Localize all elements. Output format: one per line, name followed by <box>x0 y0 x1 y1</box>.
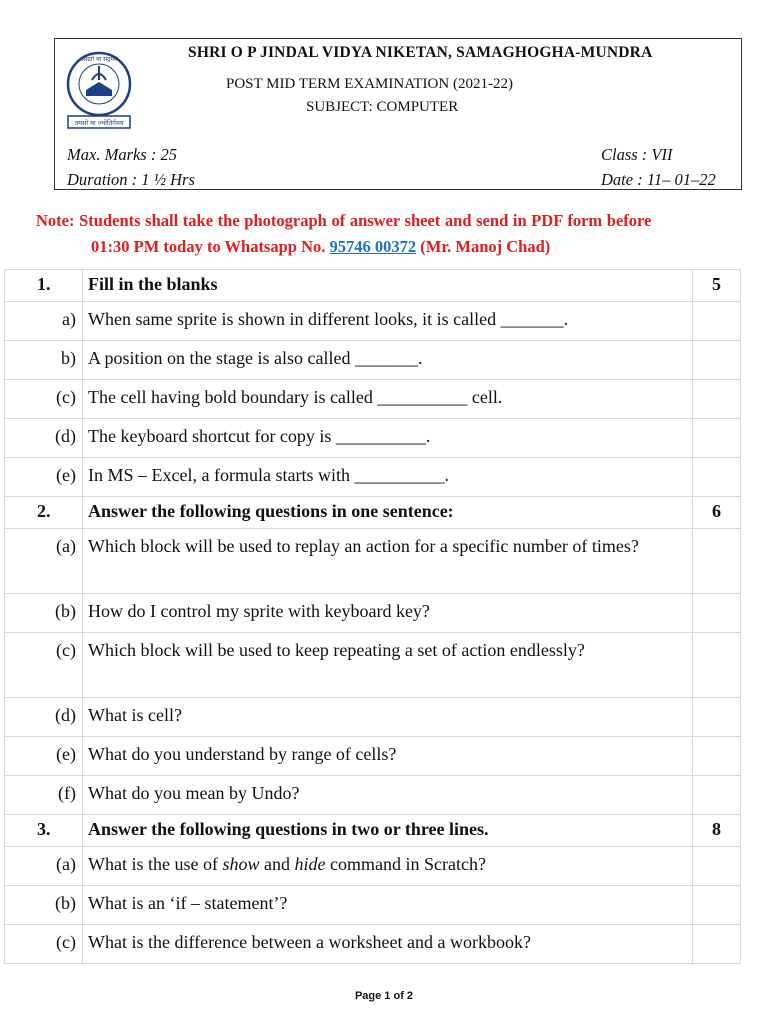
question-text-content: How do I control my sprite with keyboard key? <box>88 601 430 621</box>
question-row <box>5 419 741 458</box>
marks-cell <box>693 529 741 594</box>
question-label-text: (c) <box>56 640 76 660</box>
question-label-text: (a) <box>56 854 76 874</box>
question-text-content: What do you understand by range of cells? <box>88 744 397 764</box>
question-text <box>83 925 693 964</box>
question-text-content: What is the difference between a worksheet and a workbook? <box>88 932 531 952</box>
question-row <box>5 847 741 886</box>
question-label-text: (e) <box>56 744 76 764</box>
question-row <box>5 698 741 737</box>
question-label-text: (c) <box>56 932 76 952</box>
question-row <box>5 380 741 419</box>
question-row <box>5 302 741 341</box>
question-text <box>83 380 693 419</box>
section-row <box>5 270 741 302</box>
marks-cell <box>693 886 741 925</box>
question-label <box>5 341 83 380</box>
question-row <box>5 886 741 925</box>
section-title: Fill in the blanks <box>83 270 693 302</box>
question-label <box>5 380 83 419</box>
question-text <box>83 698 693 737</box>
question-label <box>5 886 83 925</box>
question-label-text: (f) <box>58 783 76 803</box>
marks-cell <box>693 776 741 815</box>
question-text <box>83 776 693 815</box>
question-text <box>83 419 693 458</box>
question-text-content: In MS – Excel, a formula starts with __________. <box>88 465 449 485</box>
subject-title: SUBJECT: COMPUTER <box>306 99 459 115</box>
marks-cell <box>693 594 741 633</box>
question-label-text: (b) <box>55 601 76 621</box>
question-text <box>83 529 693 594</box>
marks-cell <box>693 633 741 698</box>
question-label <box>5 847 83 886</box>
question-text <box>83 302 693 341</box>
question-text-part: and <box>259 854 295 874</box>
question-row <box>5 737 741 776</box>
question-text-part: show <box>222 854 260 874</box>
duration: Duration : 1 ½ Hrs <box>67 170 195 189</box>
question-text <box>83 847 693 886</box>
note-line-1: Note: Students shall take the photograph of answer sheet and send in PDF form before <box>36 211 652 230</box>
section-number: 2. <box>5 497 83 529</box>
question-text-content: What is an ‘if – statement’? <box>88 893 288 913</box>
question-text-content: What is cell? <box>88 705 182 725</box>
section-marks: 8 <box>693 815 741 847</box>
marks-cell <box>693 737 741 776</box>
question-row <box>5 529 741 594</box>
marks-cell <box>693 458 741 497</box>
instructions-note <box>36 208 746 260</box>
school-logo <box>62 50 136 140</box>
question-text-content <box>88 847 692 877</box>
question-text-content: A position on the stage is also called _______. <box>88 348 423 368</box>
exam-title: POST MID TERM EXAMINATION (2021-22) <box>226 76 513 92</box>
question-text <box>83 633 693 698</box>
school-name: SHRI O P JINDAL VIDYA NIKETAN, SAMAGHOGHA-MUNDRA <box>188 44 653 61</box>
marks-cell <box>693 302 741 341</box>
section-title: Answer the following questions in one sentence: <box>83 497 693 529</box>
question-label <box>5 458 83 497</box>
svg-text:असतो मा सद्गमय: असतो मा सद्गमय <box>80 56 118 63</box>
marks-cell <box>693 698 741 737</box>
question-row <box>5 776 741 815</box>
question-text-content: Which block will be used to replay an action for a specific number of times? <box>88 536 639 556</box>
section-number: 1. <box>5 270 83 302</box>
question-label <box>5 698 83 737</box>
question-row <box>5 458 741 497</box>
question-text <box>83 458 693 497</box>
marks-cell <box>693 341 741 380</box>
question-text-content: The keyboard shortcut for copy is __________. <box>88 426 431 446</box>
question-row <box>5 341 741 380</box>
question-text <box>83 886 693 925</box>
question-text-content: Which block will be used to keep repeating a set of action endlessly? <box>88 640 585 660</box>
max-marks: Max. Marks : 25 <box>67 145 177 164</box>
question-text-part: hide <box>294 854 326 874</box>
question-label-text: (d) <box>55 705 76 725</box>
question-label <box>5 529 83 594</box>
whatsapp-number-link[interactable]: 95746 00372 <box>329 237 417 256</box>
question-label-text: b) <box>61 348 76 368</box>
section-marks: 5 <box>693 270 741 302</box>
section-title: Answer the following questions in two or three lines. <box>83 815 693 847</box>
section-number: 3. <box>5 815 83 847</box>
marks-cell <box>693 380 741 419</box>
section-row <box>5 815 741 847</box>
question-label-text: (d) <box>55 426 76 446</box>
question-label <box>5 419 83 458</box>
question-text <box>83 341 693 380</box>
question-label <box>5 776 83 815</box>
question-text <box>83 594 693 633</box>
section-row <box>5 497 741 529</box>
page-number: Page 1 of 2 <box>354 990 414 1002</box>
section-marks: 6 <box>693 497 741 529</box>
question-label <box>5 633 83 698</box>
question-label-text: (b) <box>55 893 76 913</box>
question-text-content: The cell having bold boundary is called __________ cell. <box>88 387 503 407</box>
question-label-text: (c) <box>56 387 76 407</box>
marks-cell <box>693 419 741 458</box>
question-text-content: When same sprite is shown in different looks, it is called _______. <box>88 309 569 329</box>
question-label-text: a) <box>62 309 76 329</box>
question-text-part: command in Scratch? <box>325 854 486 874</box>
question-row <box>5 594 741 633</box>
class-label: Class : VII <box>601 145 673 164</box>
question-label-text: (a) <box>56 536 76 556</box>
note-suffix: (Mr. Manoj Chad) <box>420 237 551 256</box>
question-label <box>5 594 83 633</box>
question-text-content: What do you mean by Undo? <box>88 783 300 803</box>
question-text <box>83 737 693 776</box>
note-prefix: 01:30 PM today to Whatsapp No. <box>91 237 326 256</box>
question-text-part: What is the use of <box>88 854 223 874</box>
note-line-2 <box>36 234 746 260</box>
question-label-text: (e) <box>56 465 76 485</box>
question-label <box>5 737 83 776</box>
questions-table <box>4 269 741 964</box>
question-label <box>5 302 83 341</box>
question-label <box>5 925 83 964</box>
question-row <box>5 925 741 964</box>
question-row <box>5 633 741 698</box>
svg-text:तमसो मा ज्योतिर्गमय: तमसो मा ज्योतिर्गमय <box>74 119 124 127</box>
marks-cell <box>693 847 741 886</box>
marks-cell <box>693 925 741 964</box>
exam-date: Date : 11– 01–22 <box>601 170 716 189</box>
